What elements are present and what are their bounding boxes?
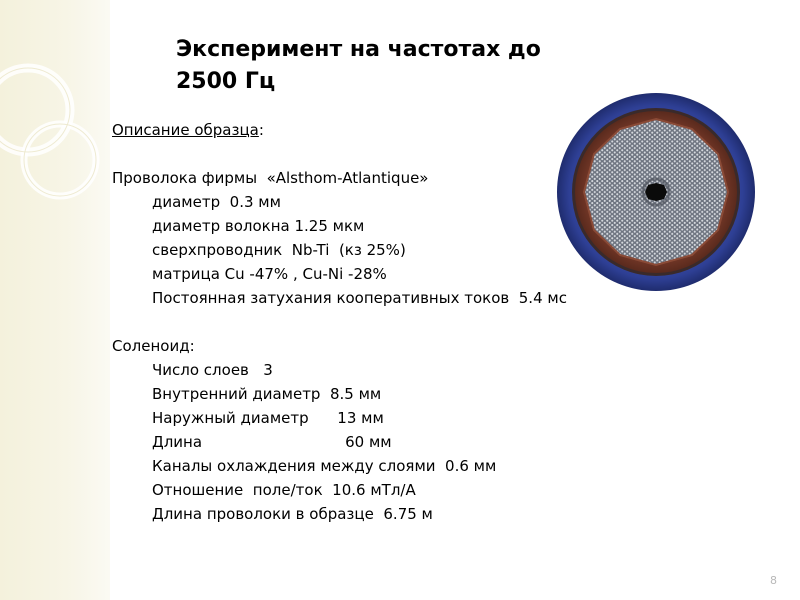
sample-heading-word: Описание образца	[112, 121, 259, 139]
sample-item-filament-diameter: диаметр волокна 1.25 мкм	[152, 217, 365, 235]
spacer	[112, 142, 632, 166]
slide-body	[112, 118, 632, 526]
solenoid-item-cooling-channels: Каналы охлаждения между слоями 0.6 мм	[152, 457, 497, 475]
title-line-1: Эксперимент на частотах до	[176, 37, 541, 62]
core-hole	[645, 183, 667, 201]
sample-item-diameter: диаметр 0.3 мм	[152, 193, 281, 211]
sample-item-superconductor: сверхпроводник Nb-Ti (кз 25%)	[152, 241, 406, 259]
solenoid-item-inner-diameter: Внутренний диаметр 8.5 мм	[152, 385, 382, 403]
wire-vendor: Проволока фирмы «Alsthom-Atlantique»	[112, 169, 429, 187]
solenoid-item-field-current-ratio: Отношение поле/ток 10.6 мТл/А	[152, 481, 416, 499]
page-number: 8	[770, 574, 777, 587]
solenoid-item-wire-length: Длина проволоки в образце 6.75 м	[152, 505, 433, 523]
solenoid-heading: Соленоид:	[112, 337, 195, 355]
sample-heading-colon: :	[258, 121, 264, 139]
sample-heading	[112, 118, 632, 142]
sample-item-decay-constant: Постоянная затухания кооперативных токов 5.4 мс	[152, 289, 567, 307]
solenoid-item-layers: Число слоев 3	[152, 361, 273, 379]
sample-item-matrix: матрица Cu -47% , Cu-Ni -28%	[152, 265, 387, 283]
spacer	[112, 310, 632, 334]
solenoid-item-outer-diameter: Наружный диаметр 13 мм	[152, 409, 384, 427]
solenoid-item-length: Длина 60 мм	[152, 433, 392, 451]
slide-title	[176, 34, 576, 98]
wire-cross-section-image	[556, 92, 756, 292]
title-line-2: 2500 Гц	[176, 69, 276, 94]
